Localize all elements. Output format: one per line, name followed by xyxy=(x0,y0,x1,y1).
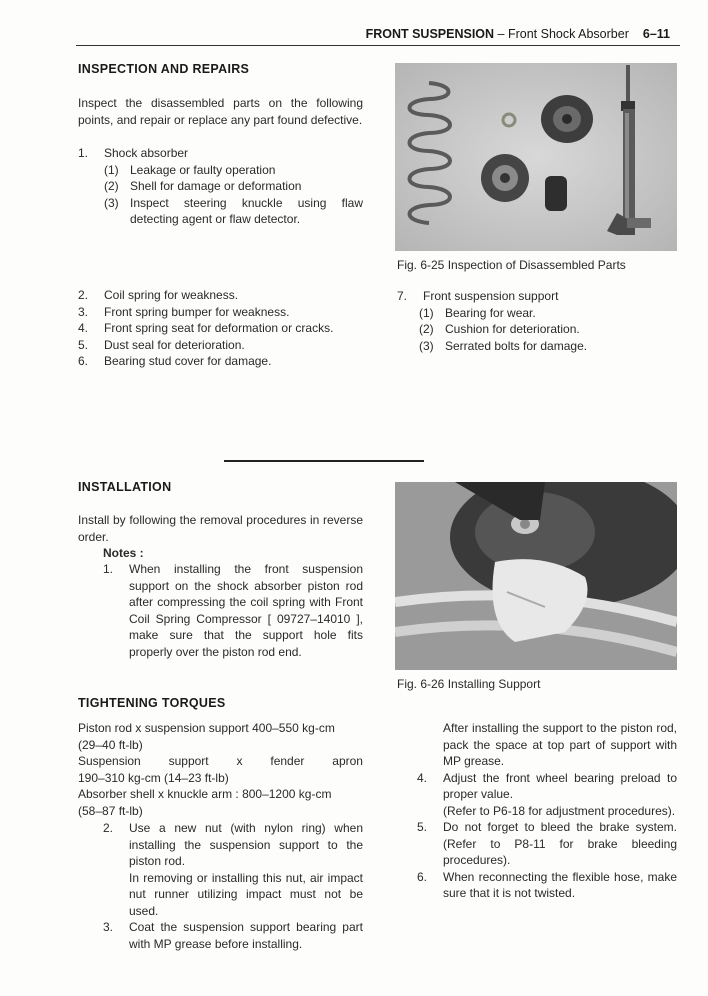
list-item: 4. Front spring seat for deformation or cracks. xyxy=(78,321,334,335)
fig-6-25-caption: Fig. 6-25 Inspection of Disassembled Parts xyxy=(397,258,626,272)
list-item: 3. Coat the suspension support bearing part with MP grease before installing. xyxy=(103,920,363,951)
page-number: 6–11 xyxy=(642,27,670,41)
installation-heading: INSTALLATION xyxy=(78,480,172,494)
sublist xyxy=(78,162,363,228)
list-item: 4. Adjust the front wheel bearing preload to proper value. xyxy=(417,770,677,801)
fig-6-25-photo xyxy=(395,63,677,251)
list-item: 6. Bearing stud cover for damage. xyxy=(78,354,272,368)
installation-notes-label: Notes : xyxy=(103,546,144,560)
torque-spec-2: Suspension support x fender apron xyxy=(78,754,363,768)
running-header xyxy=(366,27,670,41)
inspection-list-1 xyxy=(78,145,363,228)
installing-support-photo xyxy=(395,482,677,670)
torque-spec-2-values: 190–310 kg-cm (14–23 ft-lb) xyxy=(78,770,229,785)
list-item: (Refer to P6-18 for adjustment procedures). xyxy=(443,803,676,818)
list-item: In removing or installing this nut, air impact nut runner utilizing impact must not be used. xyxy=(129,870,363,918)
list-item: (2) Shell for damage or deformation xyxy=(104,179,302,193)
list-item: 5. Do not forget to bleed the brake system. (Refer to P8-11 for brake bleeding procedures). xyxy=(417,820,677,867)
list-item: 1. When installing the front suspension support on the shock absorber piston rod after compressing the coil spring with Front Coil Spring Compressor [ 09727–14010 ], make sure that the support hole fits properly over the piston rod end. xyxy=(103,562,363,659)
inspection-heading: INSPECTION AND REPAIRS xyxy=(78,62,250,76)
list-item: 7. Front suspension support xyxy=(397,289,559,303)
inspection-list-3 xyxy=(397,288,682,354)
list-item: (1) Leakage or faulty operation xyxy=(104,162,276,177)
list-item: (3) Inspect steering knuckle using flaw detecting agent or flaw detector. xyxy=(104,195,363,226)
torques-notes-left xyxy=(103,820,363,952)
list-item: 1. Shock absorber xyxy=(78,146,189,160)
list-item: After installing the support to the piston rod, pack the space at top part of support with MP grease. xyxy=(443,721,677,768)
torques-heading: TIGHTENING TORQUES xyxy=(78,696,226,710)
inspection-list-2 xyxy=(78,287,368,370)
torques-specs xyxy=(78,720,363,819)
disassembled-parts-photo xyxy=(395,63,677,251)
fig-6-26-photo xyxy=(395,482,677,670)
header-subsection: Front Shock Absorber xyxy=(507,27,629,41)
installation-intro: Install by following the removal procedures in reverse order. xyxy=(78,513,363,544)
list-item: 2. Coil spring for weakness. xyxy=(78,288,239,302)
list-item: (3) Serrated bolts for damage. xyxy=(419,338,588,353)
torque-spec-3-ftlb: (58–87 ft-lb) xyxy=(78,803,143,818)
list-item: 5. Dust seal for deterioration. xyxy=(78,337,245,352)
header-dash: – xyxy=(494,27,508,41)
torque-spec-3: Absorber shell x knuckle arm : 800–1200 kg-cm xyxy=(78,787,332,801)
list-item: 3. Front spring bumper for weakness. xyxy=(78,304,290,319)
torque-spec-1-ftlb: (29–40 ft-lb) xyxy=(78,737,143,752)
list-item: 6. When reconnecting the flexible hose, make sure that it is not twisted. xyxy=(417,869,677,900)
header-rule xyxy=(76,45,680,46)
inspection-intro: Inspect the disassembled parts on the following points, and repair or replace any part found defective. xyxy=(78,96,363,127)
header-section: FRONT SUSPENSION xyxy=(365,27,495,41)
installation-note-1 xyxy=(103,561,363,660)
sublist xyxy=(397,305,682,355)
fig-6-26-caption: Fig. 6-26 Installing Support xyxy=(397,677,541,691)
section-divider xyxy=(224,460,424,462)
torque-spec-1: Piston rod x suspension support 400–550 kg-cm xyxy=(78,721,335,735)
list-item: (1) Bearing for wear. xyxy=(419,305,536,320)
torques-notes-right xyxy=(417,720,677,902)
list-item: (2) Cushion for deterioration. xyxy=(419,322,580,336)
list-item: 2. Use a new nut (with nylon ring) when installing the suspension support to the piston rod. xyxy=(103,821,363,868)
